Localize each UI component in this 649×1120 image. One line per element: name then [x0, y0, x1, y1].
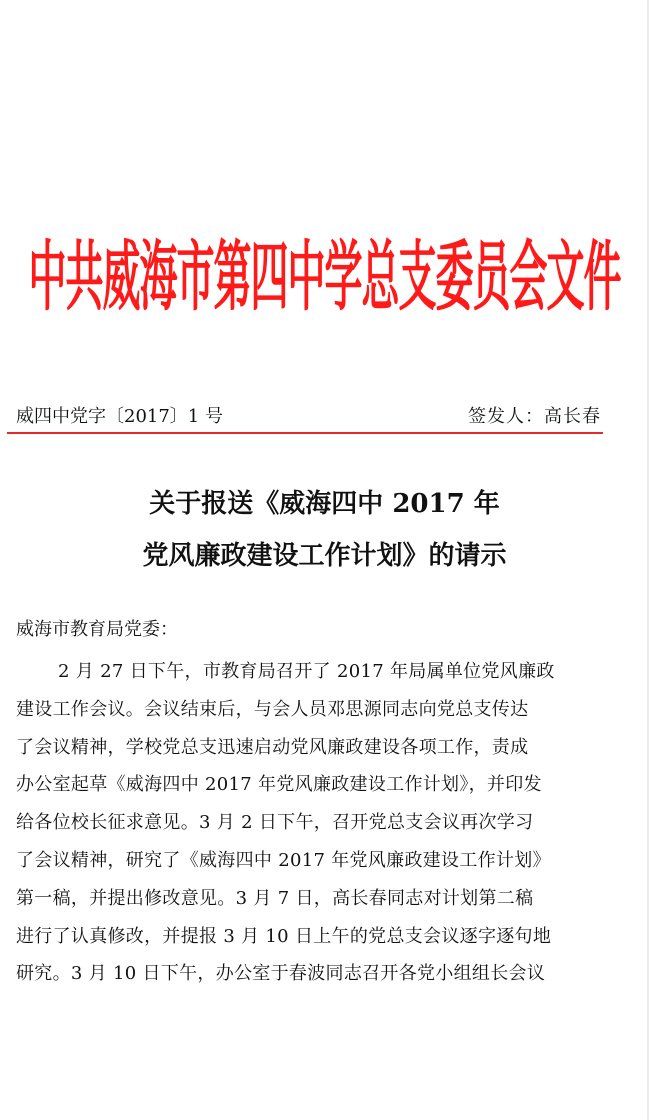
body-line: 了会议精神，学校党总支迅速启动党风廉政建设各项工作，责成 [16, 736, 529, 758]
title-line-1: 关于报送《威海四中 2017 年 [149, 489, 500, 519]
body-line: 2 月 27 日下午，市教育局召开了 2017 年局属单位党风廉政 [58, 661, 555, 682]
body-line: 研究。3 月 10 日下午，办公室于春波同志召开各党小组组长会议 [16, 963, 546, 985]
masthead-title: 中共威海市第四中学总支委员会文件 [28, 233, 621, 321]
body-line: 了会议精神，研究了《威海四中 2017 年党风廉政建设工作计划》 [16, 849, 551, 871]
body-line: 办公室起草《威海四中 2017 年党风廉政建设工作计划》，并印发 [16, 774, 542, 796]
body-line: 第一稿，并提出修改意见。3 月 7 日，高长春同志对计划第二稿 [16, 887, 534, 909]
document-title [0, 478, 649, 582]
document-number: 威四中党字〔2017〕1 号 [16, 406, 223, 427]
body-line: 建设工作会议。会议结束后，与会人员邓思源同志向党总支传达 [16, 698, 529, 720]
addressee: 威海市教育局党委： [16, 619, 178, 640]
signer: 签发人：高长春 [468, 406, 601, 427]
red-divider-line [7, 432, 603, 434]
document-header-line [16, 405, 601, 429]
body-text [16, 653, 616, 993]
body-line: 给各位校长征求意见。3 月 2 日下午，召开党总支会议再次学习 [16, 812, 534, 834]
masthead [0, 222, 649, 332]
body-line: 进行了认真修改，并提报 3 月 10 日上午的党总支会议逐字逐句地 [16, 925, 552, 947]
title-line-2: 党风廉政建设工作计划》的请示 [142, 541, 507, 571]
